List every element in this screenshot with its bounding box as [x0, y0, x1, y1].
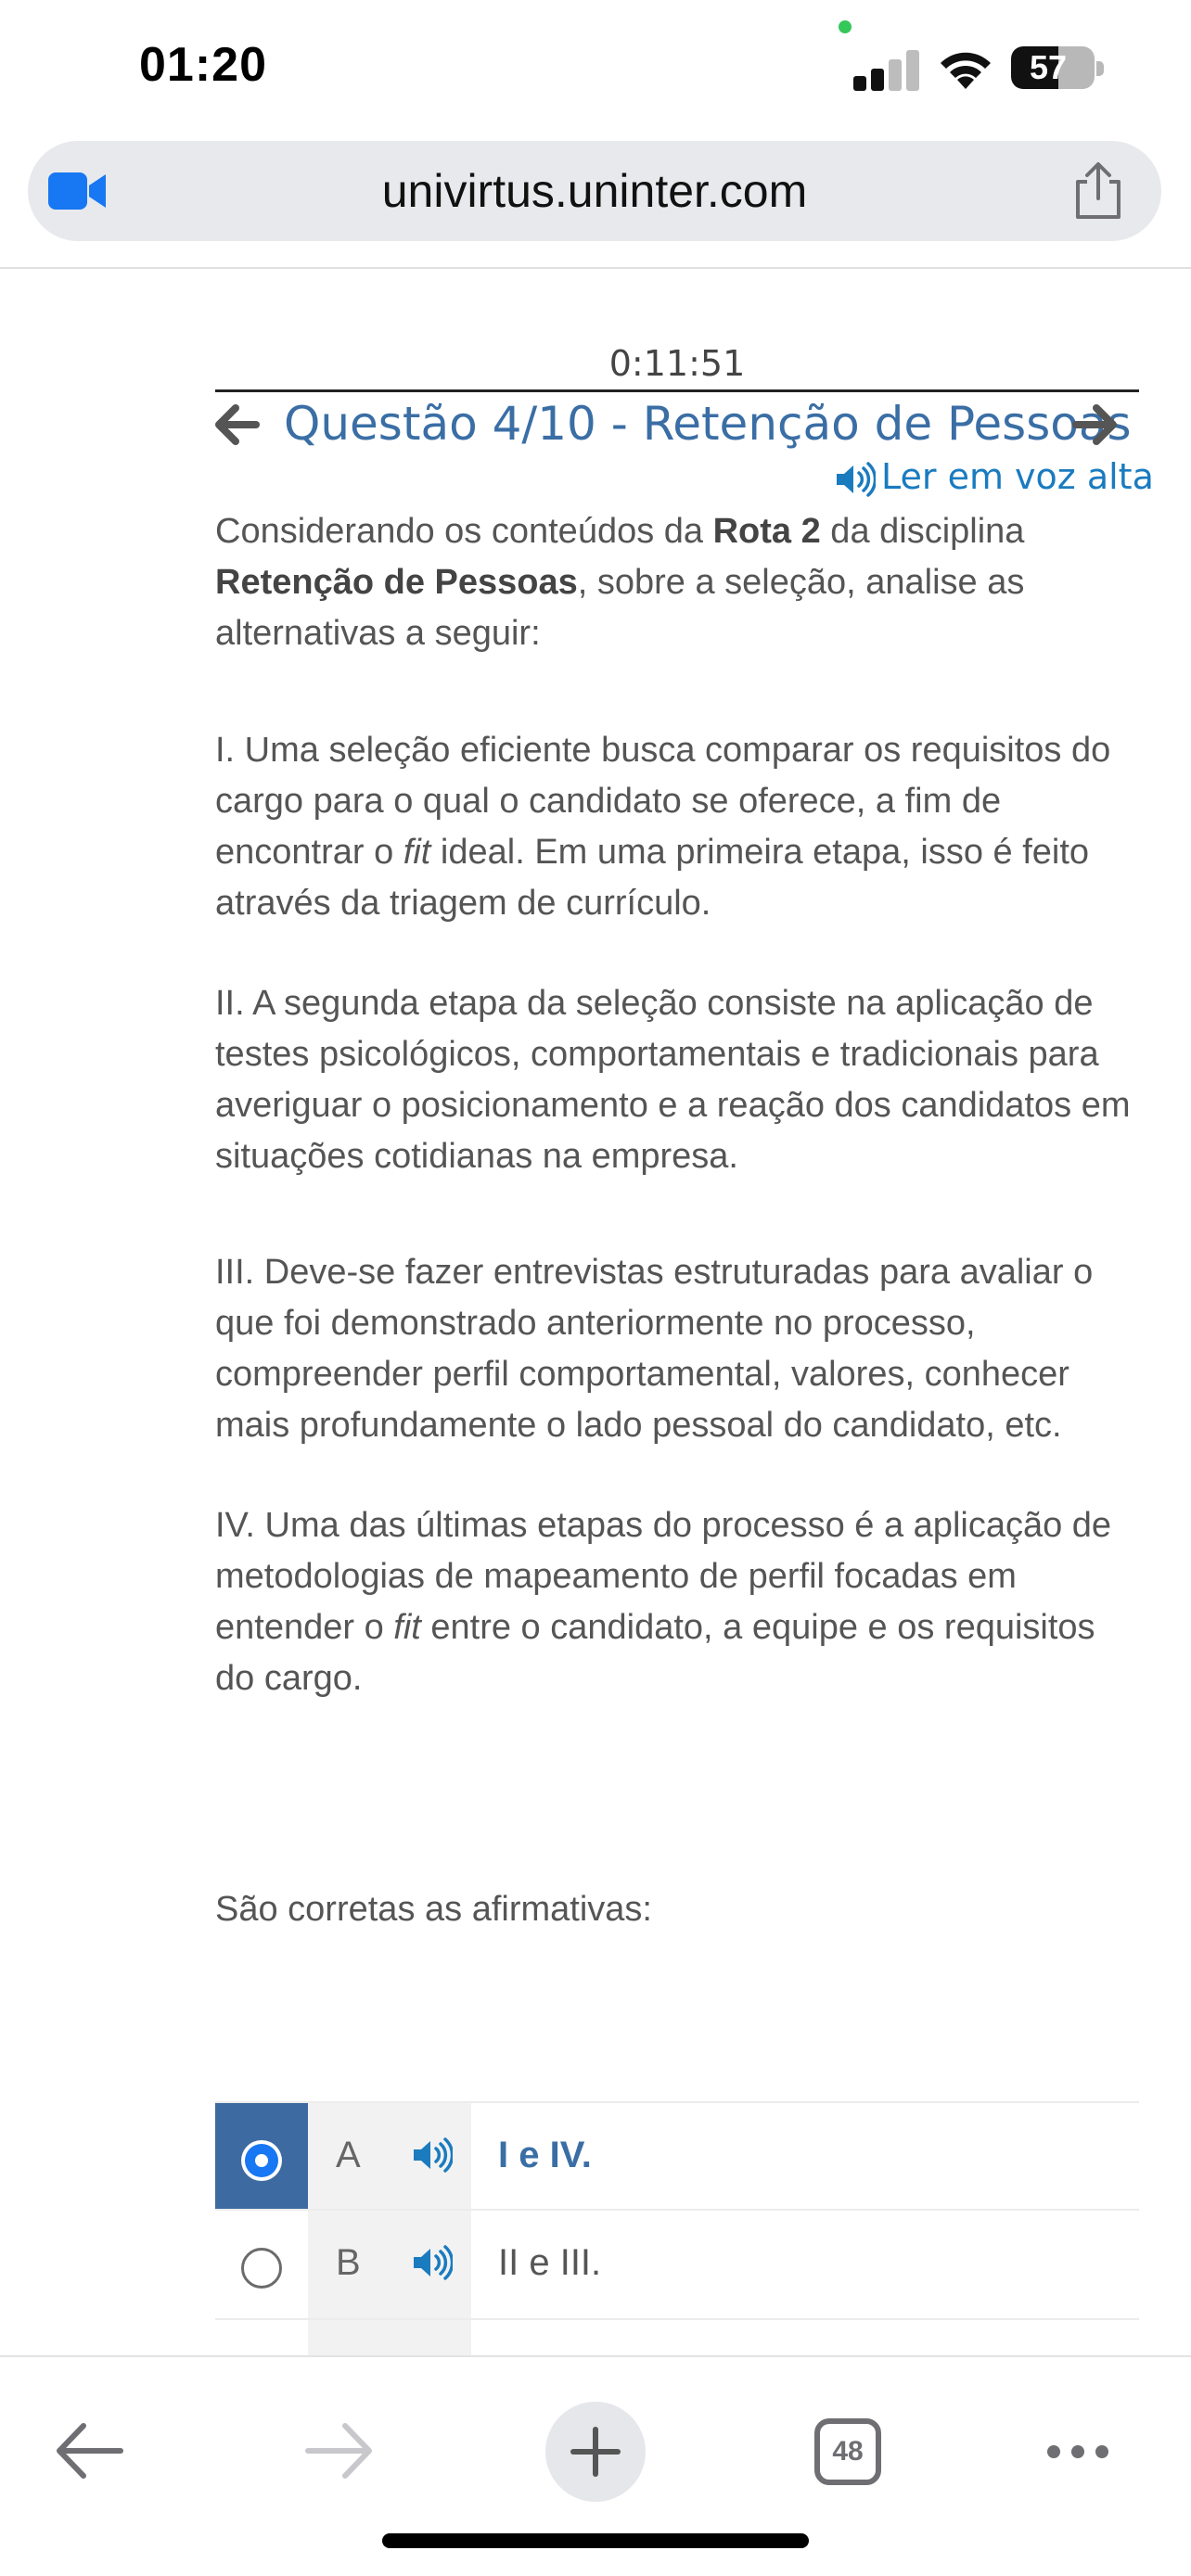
option-b-radio-cell[interactable] [215, 2211, 308, 2318]
read-aloud-link[interactable] [835, 456, 1154, 503]
quiz-timer: 0:11:51 [608, 343, 746, 384]
statement-1-text: I. Uma seleção eficiente busca comparar os requisitos do cargo para o qual o candidato se oferece, a fim de encontrar o [215, 731, 1111, 872]
statement-4-fit: fit [393, 1608, 421, 1647]
intro-bold-rota: Rota 2 [712, 512, 821, 551]
question-title: Questão 4/10 - Retenção de Pessoas [284, 397, 1132, 451]
header-rule [215, 389, 1139, 392]
option-b-text[interactable]: II e III. [498, 2242, 602, 2283]
statement-2: II. A segunda etapa da seleção consiste na aplicação de testes psicológicos, comportamentais e tradicionais para averiguar o posicionamento e a reação dos candidatos em situações cotidianas na empresa. [215, 984, 1131, 1176]
option-b-radio[interactable] [241, 2248, 282, 2289]
more-icon[interactable] [1044, 2442, 1111, 2461]
intro-text-middle: da disciplina [820, 512, 1025, 551]
mic-indicator-dot [839, 20, 852, 33]
status-time: 01:20 [139, 38, 267, 92]
url-text[interactable]: univirtus.uninter.com [381, 165, 808, 217]
intro-text: Considerando os conteúdos da [215, 512, 713, 551]
statement-1-text-end: ideal. Em uma primeira etapa, isso é feito através da triagem de currículo. [215, 833, 1090, 923]
option-a-speaker-icon[interactable] [412, 2136, 453, 2174]
plus-icon [570, 2426, 621, 2478]
tabs-icon[interactable] [814, 2418, 881, 2485]
question-header [215, 393, 1139, 458]
status-bar [0, 0, 1191, 139]
battery-icon [1011, 46, 1095, 89]
statement-1 [215, 725, 1139, 929]
intro-bold-discipline: Retenção de Pessoas [215, 563, 578, 602]
new-tab-button[interactable] [545, 2402, 646, 2502]
option-c-partial [215, 2320, 1139, 2357]
statement-4-text-end: entre o candidato, a equipe e os requisitos do cargo. [215, 1608, 1095, 1698]
statement-3: III. Deve-se fazer entrevistas estruturadas para avaliar o que foi demonstrado anteriormente no processo, compreender perfil comportamental, valores, conhecer mais profundamente o lado pessoal do candidato, etc. [215, 1253, 1094, 1445]
option-a-text[interactable]: I e IV. [498, 2135, 592, 2175]
statement-4 [215, 1500, 1139, 1704]
forward-arrow-icon[interactable] [302, 2418, 377, 2483]
option-b-letter: B [336, 2242, 361, 2283]
signal-icon [853, 46, 920, 91]
previous-question-arrow-icon[interactable] [215, 404, 260, 445]
option-c-letter-cell [308, 2320, 471, 2357]
share-icon[interactable] [1070, 161, 1126, 221]
question-prompt: São corretas as afirmativas: [215, 1890, 652, 1929]
url-bar[interactable] [28, 141, 1161, 241]
battery-level: 57 [1029, 48, 1068, 86]
intro-text-after: , sobre a seleção, analise as alternativas a seguir: [215, 563, 1025, 653]
battery-cap [1096, 61, 1104, 76]
option-b-speaker-icon[interactable] [412, 2244, 453, 2281]
read-aloud-label[interactable]: Ler em voz alta [881, 456, 1154, 497]
back-arrow-icon[interactable] [52, 2418, 126, 2483]
page-divider [0, 267, 1191, 269]
wifi-icon [937, 46, 994, 91]
statement-1-fit: fit [403, 833, 431, 872]
speaker-icon [835, 462, 876, 497]
answer-option-b[interactable] [215, 2211, 1139, 2320]
option-a-radio-cell[interactable] [215, 2103, 308, 2209]
option-a-letter: A [336, 2135, 361, 2175]
option-a-radio[interactable] [241, 2140, 282, 2181]
question-intro [215, 506, 1139, 659]
statement-4-text: IV. Uma das últimas etapas do processo é a aplicação de metodologias de mapeamento de perfil focadas em entender o [215, 1506, 1112, 1647]
home-indicator [382, 2533, 809, 2548]
tab-count: 48 [832, 2436, 864, 2467]
next-question-arrow-icon[interactable] [1072, 404, 1117, 445]
answer-option-a[interactable] [215, 2101, 1139, 2211]
